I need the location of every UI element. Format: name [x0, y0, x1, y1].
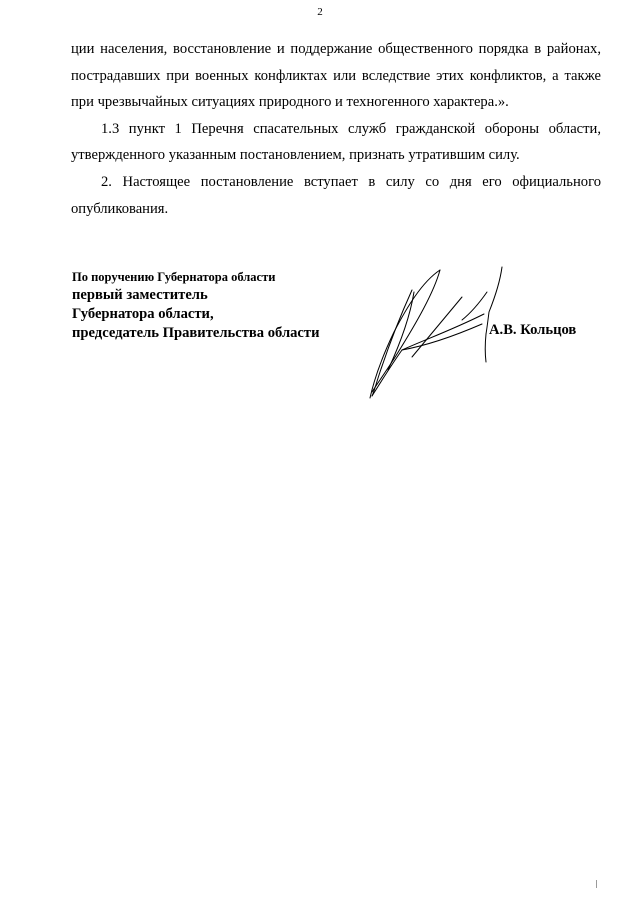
- paragraph-continuation: ции населения, восстановление и поддержание общественного порядка в районах, пострадавших при военных конфликтах или вследствие этих конфликтов, а также при чрезвычайных ситуациях природного и техногенного характера.».: [71, 41, 601, 111]
- signatory-position-line-2: Губернатора области,: [72, 306, 214, 322]
- signatory-position-line-3: председатель Правительства области: [72, 325, 320, 341]
- signatory-position-line-1: первый заместитель: [72, 287, 208, 303]
- scan-edge-mark: [596, 880, 597, 888]
- page-number: 2: [317, 6, 323, 18]
- document-body: [71, 36, 601, 222]
- signatory-on-behalf: По поручению Губернатора области: [72, 270, 276, 284]
- paragraph-item-2: 2. Настоящее постановление вступает в силу со дня его официального опубликования.: [71, 173, 601, 217]
- signatory-block: [72, 269, 319, 343]
- signatory-name: А.В. Кольцов: [489, 322, 577, 338]
- paragraph-item-1-3: 1.3 пункт 1 Перечня спасательных служб гражданской обороны области, утвержденного указанным постановлением, признать утратившим силу.: [71, 120, 601, 164]
